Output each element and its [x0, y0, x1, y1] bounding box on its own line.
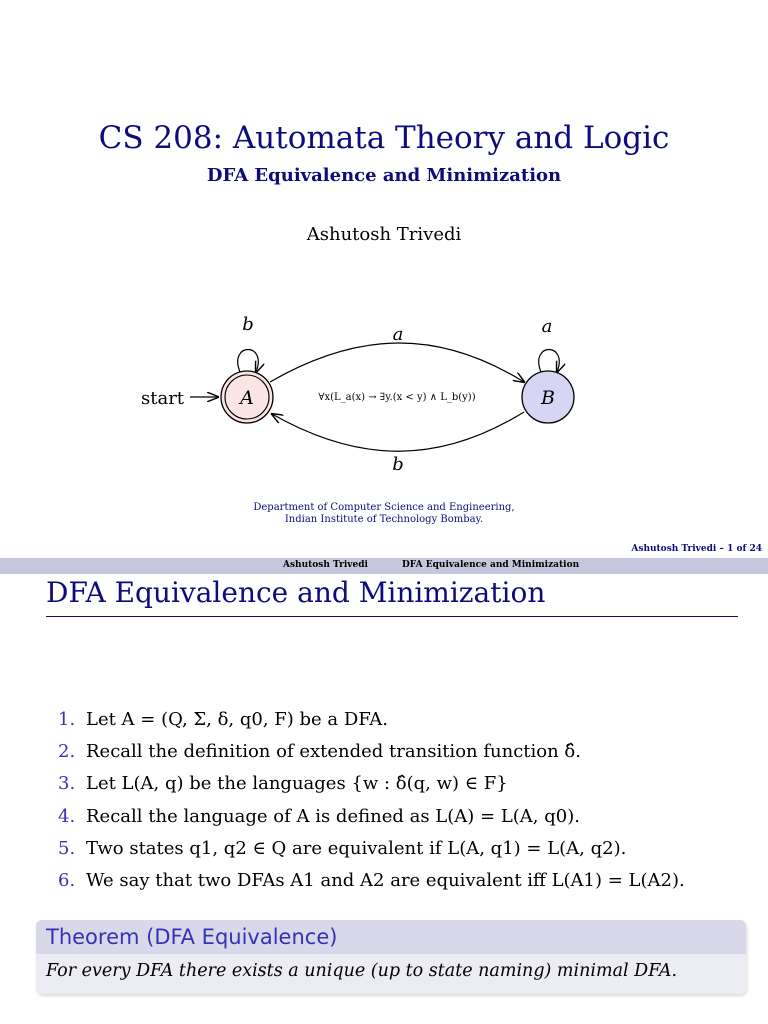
edge-a-to-b	[270, 343, 524, 382]
state-a-label: A	[240, 387, 254, 409]
list-item	[58, 865, 685, 897]
footer-title: DFA Equivalence and Minimization	[402, 560, 580, 570]
list-item	[58, 704, 685, 736]
loop-b-label: a	[541, 316, 553, 337]
edge-b-to-a	[272, 412, 524, 451]
dfa-diagram	[0, 300, 768, 490]
item-number: 3.	[58, 773, 76, 795]
loop-a-label: b	[242, 314, 254, 335]
edge-a-to-b-label: a	[392, 324, 404, 345]
item-number: 1.	[58, 709, 76, 730]
item-number: 4.	[58, 805, 76, 827]
slide1-author: Ashutosh Trivedi	[306, 224, 462, 245]
slide1-title: CS 208: Automata Theory and Logic	[98, 120, 670, 156]
state-b-label: B	[541, 387, 555, 409]
loop-b	[539, 350, 560, 373]
list-item	[58, 736, 685, 768]
department-line: Department of Computer Science and Engineering,	[253, 502, 515, 513]
item-text: Two states q1, q2 ∈ Q are equivalent if L(A, q1) = L(A, q2).	[86, 837, 627, 859]
footer-bar	[0, 558, 768, 574]
title-underline	[46, 616, 738, 617]
slide1-subtitle: DFA Equivalence and Minimization	[206, 165, 562, 186]
loop-a	[238, 350, 259, 373]
page-number: Ashutosh Trivedi – 1 of 24	[631, 544, 762, 554]
item-text: Recall the language of A is defined as L(A) = L(A, q0).	[86, 805, 580, 827]
item-text: Let L(A, q) be the languages {w : δ̂(q, w) ∈ F}	[86, 773, 508, 795]
slide2-title: DFA Equivalence and Minimization	[46, 576, 546, 609]
item-number: 2.	[58, 741, 76, 763]
start-label: start	[141, 388, 185, 409]
edge-b-to-a-label: b	[392, 454, 404, 475]
theorem-title: Theorem (DFA Equivalence)	[36, 920, 746, 954]
formula-text: ∀x(L_a(x) → ∃y.(x < y) ∧ L_b(y))	[318, 392, 476, 403]
theorem-block	[36, 920, 746, 994]
theorem-body: For every DFA there exists a unique (up to state naming) minimal DFA.	[46, 961, 678, 981]
item-number: 5.	[58, 837, 76, 859]
item-text: Recall the definition of extended transition function δ̂.	[86, 741, 581, 763]
list-item	[58, 801, 685, 833]
footer-author: Ashutosh Trivedi	[283, 560, 368, 570]
institute-line: Indian Institute of Technology Bombay.	[284, 514, 484, 525]
definition-list	[58, 704, 685, 897]
list-item	[58, 768, 685, 800]
list-item	[58, 833, 685, 865]
item-text: We say that two DFAs A1 and A2 are equivalent iff L(A1) = L(A2).	[86, 869, 685, 891]
item-text: Let A = (Q, Σ, δ, q0, F) be a DFA.	[86, 709, 388, 730]
item-number: 6.	[58, 869, 76, 891]
department-affiliation	[0, 502, 768, 526]
